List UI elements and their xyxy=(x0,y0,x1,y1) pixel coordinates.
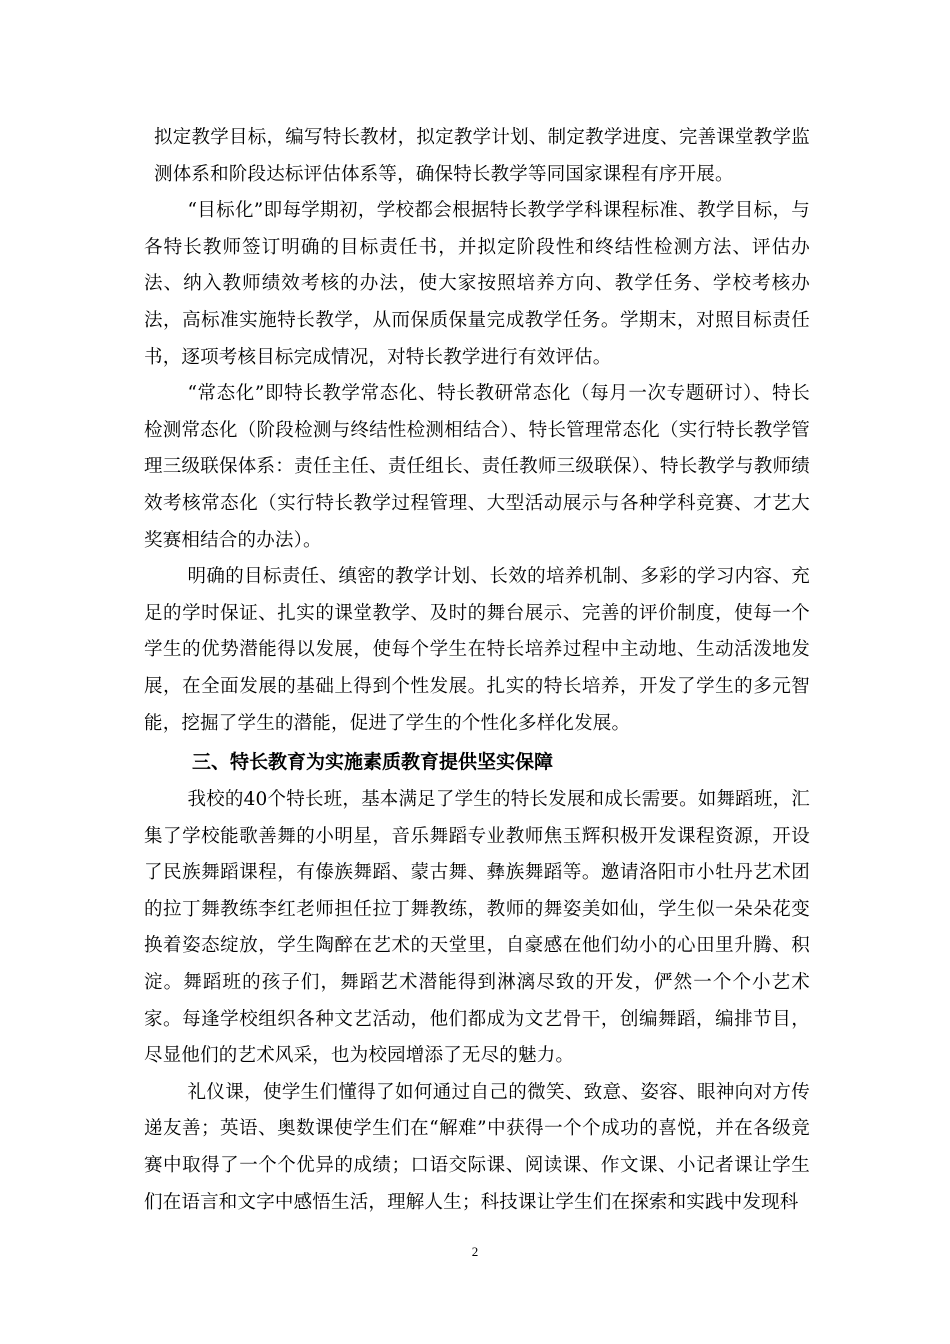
document-body xyxy=(144,120,810,1221)
paragraph-targeting: “目标化”即每学期初，学校都会根据特长教学学科课程标准、教学目标，与各特长教师签订明确的目标责任书，并拟定阶段性和终结性检测方法、评估办法、纳入教师绩效考核的办法，使大家按照培养方向、教学任务、学校考核办法，高标准实施特长教学，从而保质保量完成教学任务。学期末，对照目标责任书，逐项考核目标完成情况，对特长教学进行有效评估。 xyxy=(144,200,810,368)
paragraph-normalization: “常态化”即特长教学常态化、特长教研常态化（每月一次专题研讨）、特长检测常态化（阶段检测与终结性检测相结合）、特长管理常态化（实行特长教学管理三级联保体系：责任主任、责任组长、责任教师三级联保）、特长教学与教师绩效考核常态化（实行特长教学过程管理、大型活动展示与各种学科竞赛、才艺大奖赛相结合的办法）。 xyxy=(144,383,810,551)
paragraph-other-classes: 礼仪课，使学生们懂得了如何通过自己的微笑、致意、姿容、眼神向对方传递友善；英语、奥数课使学生们在“解难”中获得一个个成功的喜悦，并在各级竞赛中取得了一个个优异的成绩；口语交际课、阅读课、作文课、小记者课让学生们在语言和文字中感悟生活，理解人生；科技课让学生们在探索和实践中发现科 xyxy=(144,1081,810,1213)
paragraph-dance-class: 我校的40个特长班，基本满足了学生的特长发展和成长需要。如舞蹈班，汇集了学校能歌善舞的小明星，音乐舞蹈专业教师焦玉辉积极开发课程资源，开设了民族舞蹈课程，有傣族舞蹈、蒙古舞、彝族舞蹈等。邀请洛阳市小牡丹艺术团的拉丁舞教练李红老师担任拉丁舞教练，教师的舞姿美如仙，学生似一朵朵花变换着姿态绽放，学生陶醉在艺术的天堂里，自豪感在他们幼小的心田里升腾、积淀。舞蹈班的孩子们，舞蹈艺术潜能得到淋漓尽致的开发，俨然一个个小艺术家。每逢学校组织各种文艺活动，他们都成为文艺骨干，创编舞蹈，编排节目，尽显他们的艺术风采，也为校园增添了无尽的魅力。 xyxy=(144,789,810,1067)
paragraph-summary: 明确的目标责任、缜密的教学计划、长效的培养机制、多彩的学习内容、充足的学时保证、扎实的课堂教学、及时的舞台展示、完善的评价制度，使每一个学生的优势潜能得以发展，使每个学生在特长培养过程中主动地、生动活泼地发展，在全面发展的基础上得到个性发展。扎实的特长培养，开发了学生的多元智能，挖掘了学生的潜能，促进了学生的个性化多样化发展。 xyxy=(144,566,810,734)
page-number: 2 xyxy=(471,1244,479,1259)
paragraph-teaching-plan: 拟定教学目标，编写特长教材，拟定教学计划、制定教学进度、完善课堂教学监测体系和阶段达标评估体系等，确保特长教学等同国家课程有序开展。 xyxy=(154,127,810,185)
section-heading-3: 三、特长教育为实施素质教育提供坚实保障 xyxy=(192,751,554,774)
